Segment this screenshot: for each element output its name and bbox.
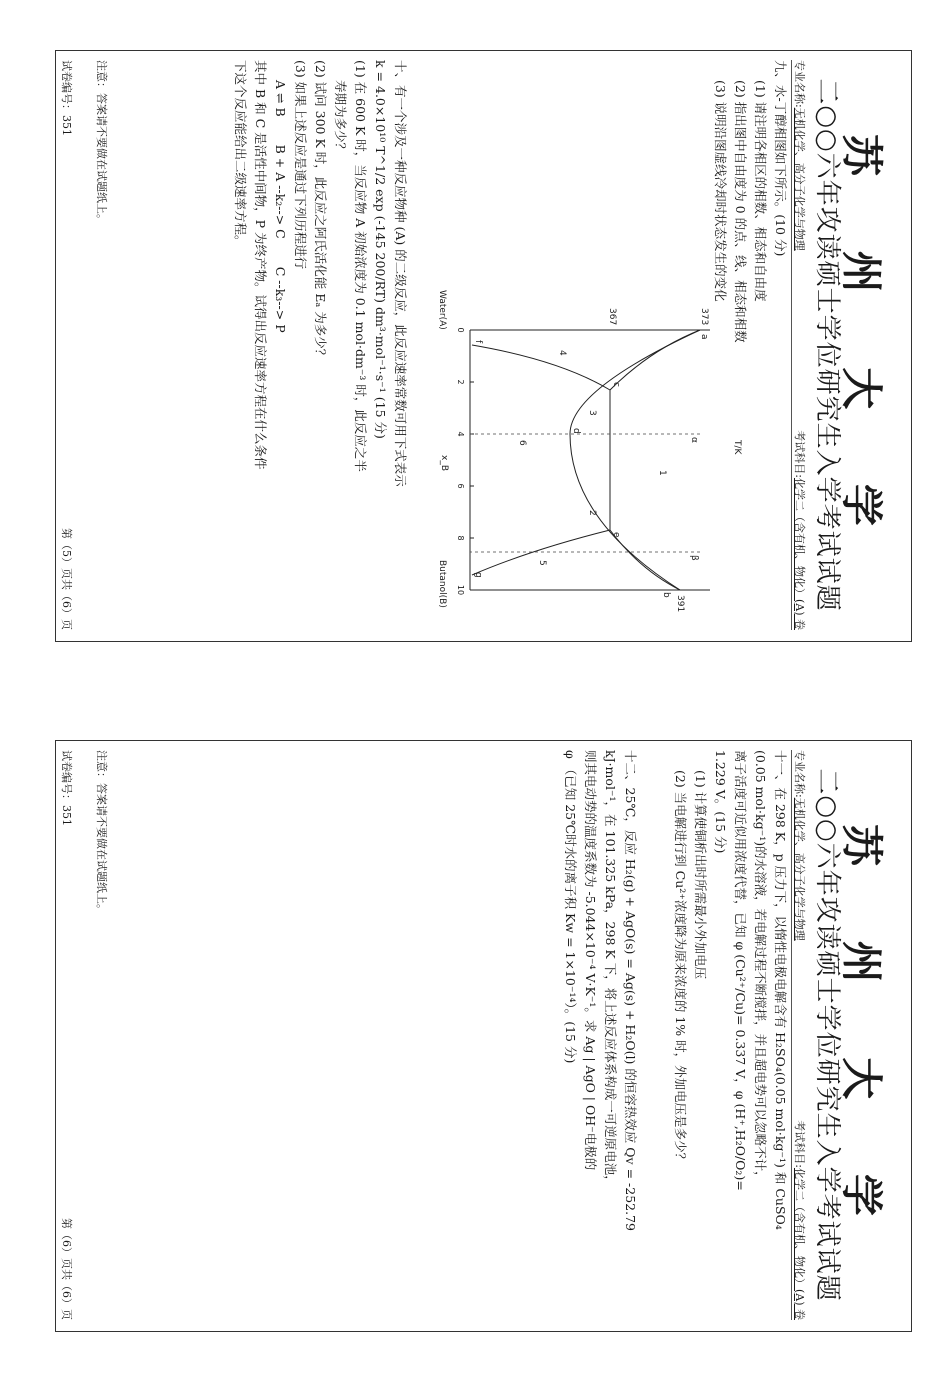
q10-formula: k = 4.0×10¹⁰ T^1/2 exp (-145 200/RT) dm³·mol⁻¹·s⁻¹ (15 分) <box>373 60 388 439</box>
mech-step-1: A ⇌ B <box>273 80 288 117</box>
q11-line-4: 1.229 V。(15 分) <box>713 750 728 854</box>
axis-label-xb: x_B <box>439 455 449 472</box>
label-alpha: α <box>689 437 699 443</box>
region-3: 3 <box>587 410 597 416</box>
q10-mechanism <box>270 60 290 630</box>
label-water: Water(A) <box>437 290 447 330</box>
point-e: e <box>611 532 621 538</box>
subject-value: 化学二（含有机、物化）(A) 卷 <box>793 477 806 630</box>
q11-line-2: (0.05 mol·kg⁻¹)的水溶液，若电解过程不断搅拌，并且超电势可以忽略不计， <box>753 750 768 1184</box>
temp-373: 373 <box>699 308 709 326</box>
axis-label-t: T/K <box>732 440 742 455</box>
point-d: d <box>571 428 581 434</box>
region-2: 2 <box>587 510 597 516</box>
q10-item-3: (3) 如果上述反应是通过下列历程进行 <box>293 60 308 270</box>
rotated-content <box>55 740 910 1330</box>
q9-title: 九、水-丁醇相图如下所示。(10 分) <box>773 60 788 257</box>
curve-a-c <box>610 330 700 390</box>
paper-code: 试卷编号：351 <box>60 750 73 826</box>
note: 注意：答案请不要做在试题纸上。 <box>95 750 108 915</box>
subject-label: 考试科目: <box>793 1120 806 1168</box>
q12-line-4: φ （已知 25℃时水的离子积 Kw = 1×10⁻¹⁴）。(15 分) <box>563 750 578 1064</box>
major-label: 专业名称: <box>793 60 806 108</box>
temp-391: 391 <box>675 595 685 613</box>
q10-item-2: (2) 试问 300 K 时，此反应之阿氏活化能 Eₐ 为多少？ <box>313 60 328 362</box>
point-f: f <box>473 340 483 344</box>
q11-item-2: (2) 当电解进行到 Cu²⁺浓度降为原来浓度的 1% 时，外加电压是多少？ <box>673 770 688 1166</box>
region-4: 4 <box>557 350 567 356</box>
page-number: 第（6）页共（6）页 <box>60 1218 73 1320</box>
tick-0: 0 <box>456 327 465 333</box>
q10-item-1: (1) 在 600 K 时，当反应物 A 初始浓度为 0.1 mol·dm⁻³ 时，此反应之半 <box>353 60 368 472</box>
label-beta: β <box>689 555 699 561</box>
q9-item-3: (3) 说明沿图虚线冷却时状态发生的变化 <box>713 80 728 302</box>
q12-line-1: 十二、25℃，反应 H₂(g) + AgO(s) = Ag(s) + H₂O(l) 的恒容热效应 Qv = -252.79 <box>623 750 638 1231</box>
question-12 <box>560 750 640 1320</box>
page-number: 第（5）页共（6）页 <box>60 528 73 630</box>
mech-step-2: B + A --k₂--> C <box>273 144 288 239</box>
curve-e-g <box>472 530 610 575</box>
rotated-content <box>55 50 910 640</box>
curve-e-b <box>610 530 680 590</box>
exam-meta <box>791 60 808 630</box>
q10-item-3b: 其中 B 和 C 是活性中间物，P 为终产物。试得出反应速率方程在什么条件 <box>253 60 268 470</box>
question-10 <box>230 60 410 630</box>
tick-8: 8 <box>456 535 465 541</box>
exam-meta <box>791 750 808 1320</box>
point-c: c <box>611 382 621 387</box>
mech-step-3: C --k₃--> P <box>273 266 288 333</box>
q12-line-2: kJ·mol⁻¹，在 101.325 kPa，298 K 下，将上述反应体系构成一可逆原电池， <box>603 750 618 1188</box>
major-value: 无机化学、高分子化学与物理 <box>793 107 806 251</box>
question-11 <box>670 750 790 1320</box>
note: 注意：答案请不要做在试题纸上。 <box>95 60 108 225</box>
q10-item-3c: 下这个反应能给出二级速率方程。 <box>233 60 248 248</box>
region-5: 5 <box>537 560 547 566</box>
curve-f-c <box>472 345 610 390</box>
region-6: 6 <box>517 440 527 446</box>
curve-a-d <box>570 330 700 434</box>
tick-4: 4 <box>456 431 465 437</box>
university-name: 苏 州 大 学 <box>837 134 886 556</box>
major-value: 无机化学、高分子化学与物理 <box>793 797 806 941</box>
exam-title: 二○○六年攻读硕士学位研究生入学考试试题 <box>812 768 842 1302</box>
paper-code: 试卷编号：351 <box>60 60 73 136</box>
point-b: b <box>661 592 671 598</box>
university-name: 苏 州 大 学 <box>837 824 886 1246</box>
q10-title: 十、有一个涉及一种反应物种 (A) 的二级反应，此反应速率常数可用下式表示 <box>393 60 408 487</box>
q9-item-1: (1) 请注明各相区的相数、相态和自由度 <box>753 80 768 302</box>
exam-page-6 <box>0 690 950 1380</box>
subject-value: 化学二（含有机、物化）(A) 卷 <box>793 1167 806 1320</box>
region-1: 1 <box>657 470 667 476</box>
phase-diagram <box>430 290 760 630</box>
tick-10: 10 <box>456 584 465 596</box>
q11-line-1: 十一、在 298 K，p 压力下，以惰性电极电解含有 H₂SO₄(0.05 mol·kg⁻¹) 和 CuSO₄ <box>773 750 788 1230</box>
q9-item-2: (2) 指出图中自由度为 0 的点、线、相态和相数 <box>733 80 748 343</box>
q11-line-3: 离子活度可近似用浓度代替，已知 φ (Cu²⁺/Cu)= 0.337 V，φ (H⁺,H₂O/O₂)= <box>733 750 748 1191</box>
q12-line-3: 则其电动势的温度系数为 -5.044×10⁻⁴ V·K⁻¹。求 Ag | AgO | OH⁻电极的 <box>583 750 598 1171</box>
temp-367: 367 <box>607 308 617 326</box>
point-a: a <box>699 334 709 340</box>
exam-title: 二○○六年攻读硕士学位研究生入学考试试题 <box>812 78 842 612</box>
point-g: g <box>473 572 483 578</box>
subject-label: 考试科目: <box>793 430 806 478</box>
label-butanol: Butanol(B) <box>437 560 447 608</box>
tick-6: 6 <box>456 483 465 489</box>
q10-item-1b: 寿期为多少？ <box>333 80 348 156</box>
major-label: 专业名称: <box>793 750 806 798</box>
tick-2: 2 <box>456 379 465 385</box>
q11-item-1: (1) 计算使铜析出时所需最小外加电压 <box>693 770 708 980</box>
